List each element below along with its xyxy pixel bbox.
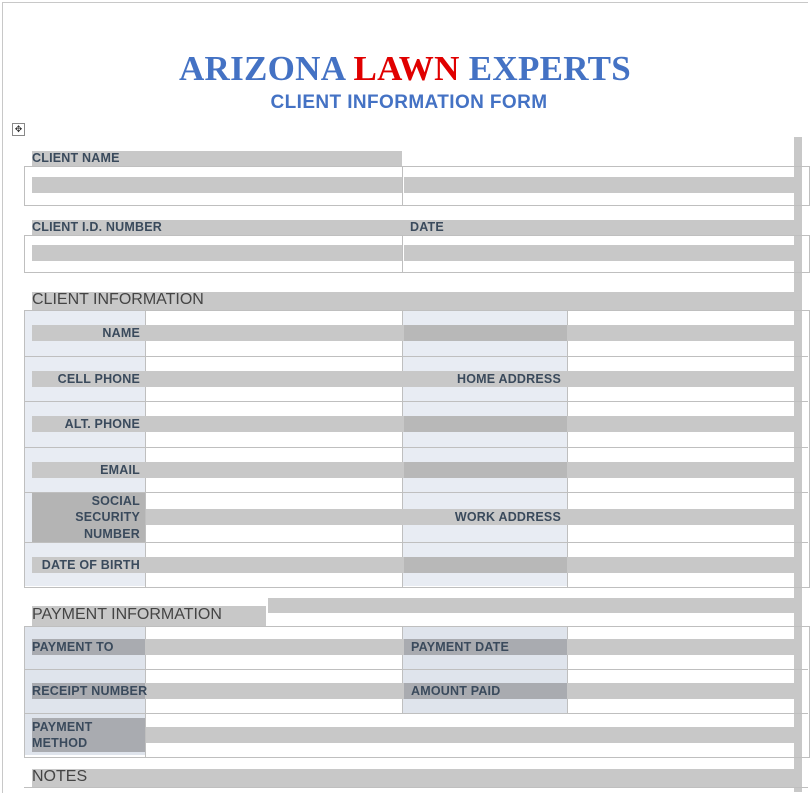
alt-phone-label: ALT. PHONE (64, 417, 140, 431)
client-info-col-divider-2 (402, 310, 403, 587)
name-label: NAME (102, 326, 140, 340)
payment-to-label: PAYMENT TO (32, 640, 114, 654)
ssn-label-line3: NUMBER (83, 527, 140, 541)
client-info-heading: CLIENT INFORMATION (32, 291, 204, 308)
row-line (25, 447, 808, 448)
move-handle-icon[interactable]: ✥ (12, 123, 25, 136)
home-address-input[interactable] (568, 371, 794, 387)
home-address-label: HOME ADDRESS (456, 372, 561, 386)
email-input[interactable] (146, 462, 402, 478)
row-line (25, 542, 808, 543)
client-name-input-right[interactable] (404, 177, 794, 193)
payment-method-input[interactable] (146, 727, 794, 743)
date-input[interactable] (404, 245, 794, 261)
payment-row-line (25, 713, 808, 714)
amount-paid-label: AMOUNT PAID (411, 684, 501, 698)
date-label: DATE (410, 220, 444, 234)
client-id-input[interactable] (32, 245, 402, 261)
client-info-col-divider-1 (145, 310, 146, 587)
dob-input[interactable] (146, 557, 402, 573)
ssn-label-line1: SOCIAL (91, 494, 140, 508)
work-address-label: WORK ADDRESS (454, 510, 561, 524)
cell-phone-input[interactable] (146, 371, 402, 387)
email-row-mid (404, 462, 567, 478)
receipt-number-label: RECEIPT NUMBER (32, 684, 148, 698)
title-part-experts: EXPERTS (468, 49, 632, 88)
row-line (25, 356, 808, 357)
client-info-label-column (25, 311, 145, 586)
notes-heading-bg (32, 769, 802, 787)
client-id-divider (402, 235, 403, 272)
payment-method-label-line1: PAYMENT (32, 720, 93, 734)
ssn-input[interactable] (146, 509, 402, 525)
client-info-col-divider-3 (567, 310, 568, 587)
ssn-label-line2: SECURITY (75, 510, 140, 524)
client-name-divider (402, 166, 403, 205)
dob-label: DATE OF BIRTH (41, 558, 140, 572)
client-name-label: CLIENT NAME (32, 151, 120, 165)
alt-row-mid (404, 416, 567, 432)
alt-phone-input[interactable] (146, 416, 402, 432)
dob-row-mid (404, 557, 567, 573)
row-line (25, 401, 808, 402)
name-input[interactable] (146, 325, 402, 341)
work-address-input[interactable] (568, 509, 794, 525)
page-subtitle: CLIENT INFORMATION FORM (270, 92, 548, 113)
name-row-mid (404, 325, 567, 341)
payment-date-label: PAYMENT DATE (411, 640, 510, 654)
payment-info-heading: PAYMENT INFORMATION (32, 606, 222, 623)
payment-row-line (25, 669, 808, 670)
payment-to-input[interactable] (146, 639, 402, 655)
client-info-label-column-2 (403, 311, 567, 586)
title-part-lawn: LAWN (353, 49, 460, 88)
email-label: EMAIL (100, 463, 140, 477)
client-name-input-left[interactable] (32, 177, 402, 193)
payment-date-input[interactable] (568, 639, 794, 655)
page-title (0, 49, 810, 89)
cell-phone-label: CELL PHONE (57, 372, 140, 386)
title-part-arizona: ARIZONA (178, 49, 345, 88)
amount-paid-input[interactable] (568, 683, 794, 699)
notes-top-line (24, 787, 808, 788)
client-id-label: CLIENT I.D. NUMBER (32, 220, 162, 234)
receipt-number-input[interactable] (146, 683, 402, 699)
payment-method-label-line2: METHOD (32, 736, 88, 750)
payment-heading-bar (268, 598, 802, 613)
notes-heading: NOTES (32, 768, 88, 785)
